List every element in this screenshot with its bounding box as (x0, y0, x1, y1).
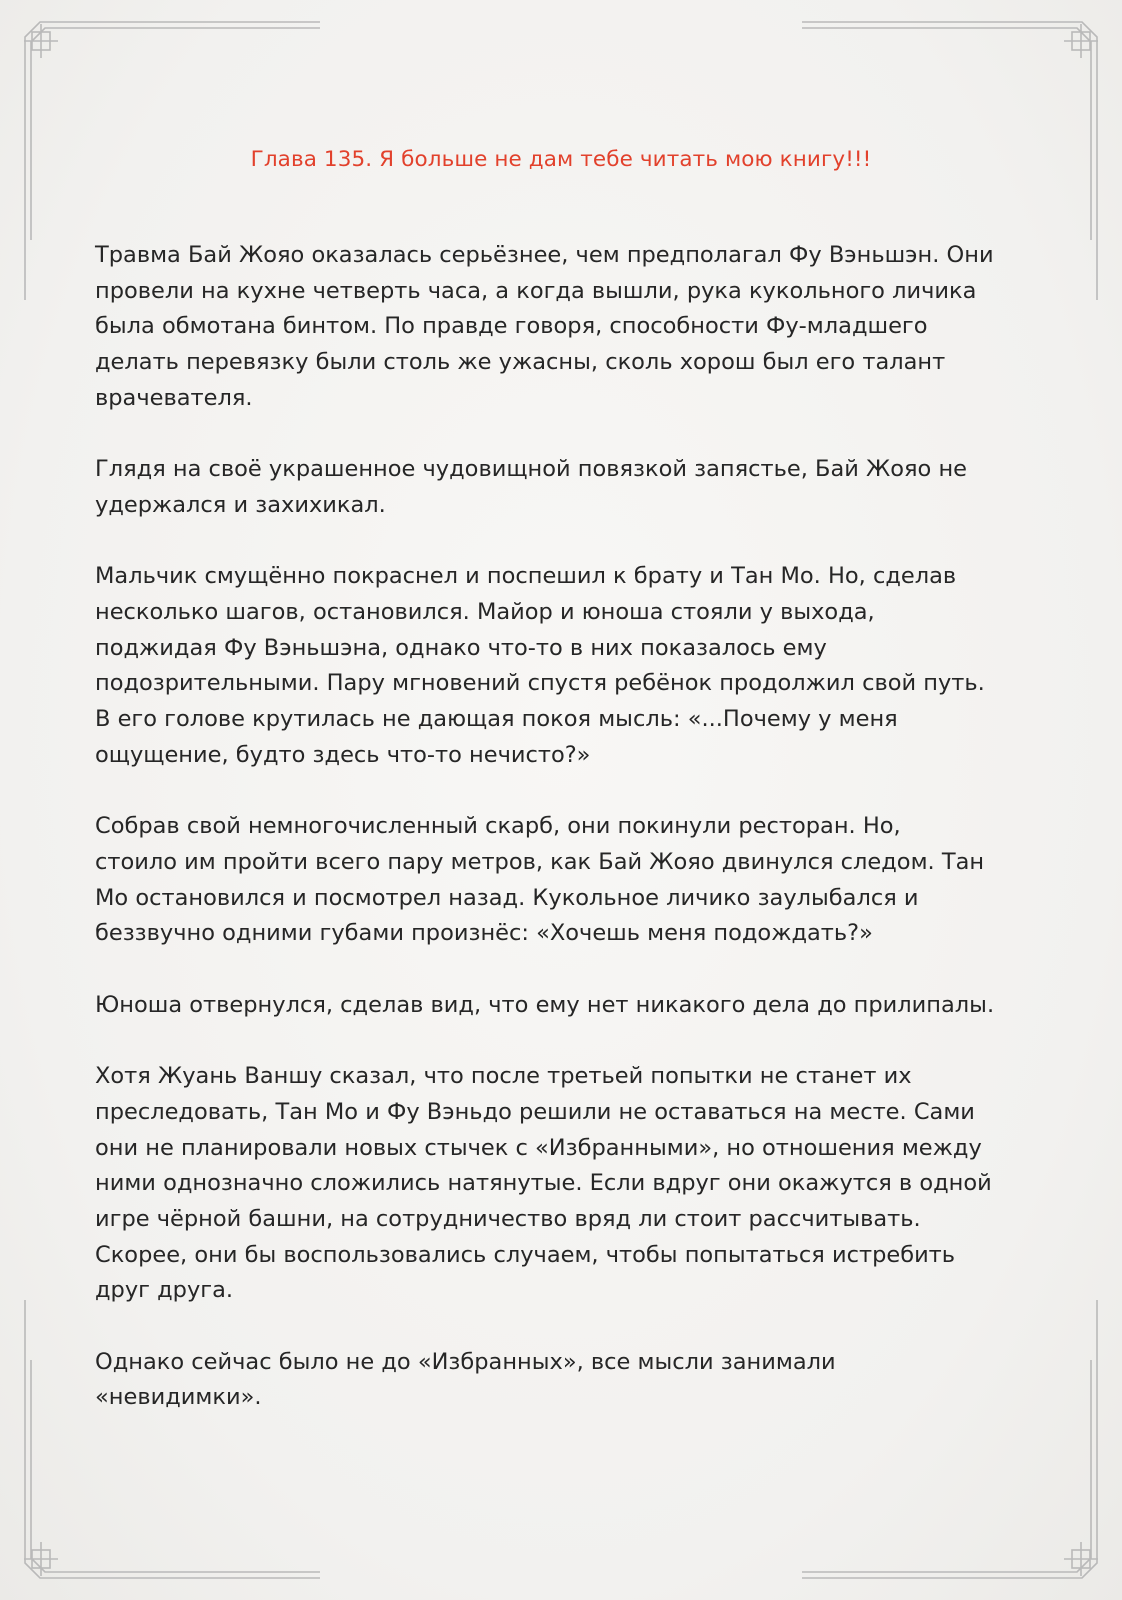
paragraph: Однако сейчас было не до «Избранных», все мысли занимали «невидимки». (95, 1348, 836, 1411)
paragraph: Мальчик смущённо покраснел и поспешил к брату и Тан Мо. Но, сделав несколько шагов, остановился. Майор и юноша стояли у выхода, поджидая Фу Вэньшэна, однако что-то в них показалось ему подозрительными. Пару мгновений спустя ребёнок продолжил свой путь. В его голове крутилась не дающая покоя мысль: «...Почему у меня ощущение, будто здесь что-то нечисто?» (95, 563, 985, 768)
chapter-body (95, 238, 1035, 1452)
paragraph: Собрав свой немногочисленный скарб, они покинули ресторан. Но, стоило им пройти всего пару метров, как Бай Жояо двинулся следом. Тан Мо остановился и посмотрел назад. Кукольное личико заулыбался и беззвучно одними губами произнёс: «Хочешь меня подождать?» (95, 813, 985, 947)
paragraph: Хотя Жуань Ваншу сказал, что после третьей попытки не станет их преследовать, Тан Мо и Фу Вэньдо решили не оставаться на месте. Сами они не планировали новых стычек с «Избранными», но отношения между ними однозначно сложились натянутые. Если вдруг они окажутся в одной игре чёрной башни, на сотрудничество вряд ли стоит рассчитывать. Скорее, они бы воспользовались случаем, чтобы попытаться истребить друг друга. (95, 1063, 992, 1304)
paragraph: Травма Бай Жояо оказалась серьёзнее, чем предполагал Фу Вэньшэн. Они провели на кухне четверть часа, а когда вышли, рука кукольного личика была обмотана бинтом. По правде говоря, способности Фу-младшего делать перевязку были столь же ужасны, сколь хорош был его талант врачевателя. (95, 242, 994, 411)
paragraph: Юноша отвернулся, сделав вид, что ему нет никакого дела до прилипалы. (95, 991, 995, 1018)
paragraph: Глядя на своё украшенное чудовищной повязкой запястье, Бай Жояо не удержался и захихикал. (95, 456, 968, 518)
chapter-title: Глава 135. Я больше не дам тебе читать мою книгу!!! (250, 147, 872, 172)
